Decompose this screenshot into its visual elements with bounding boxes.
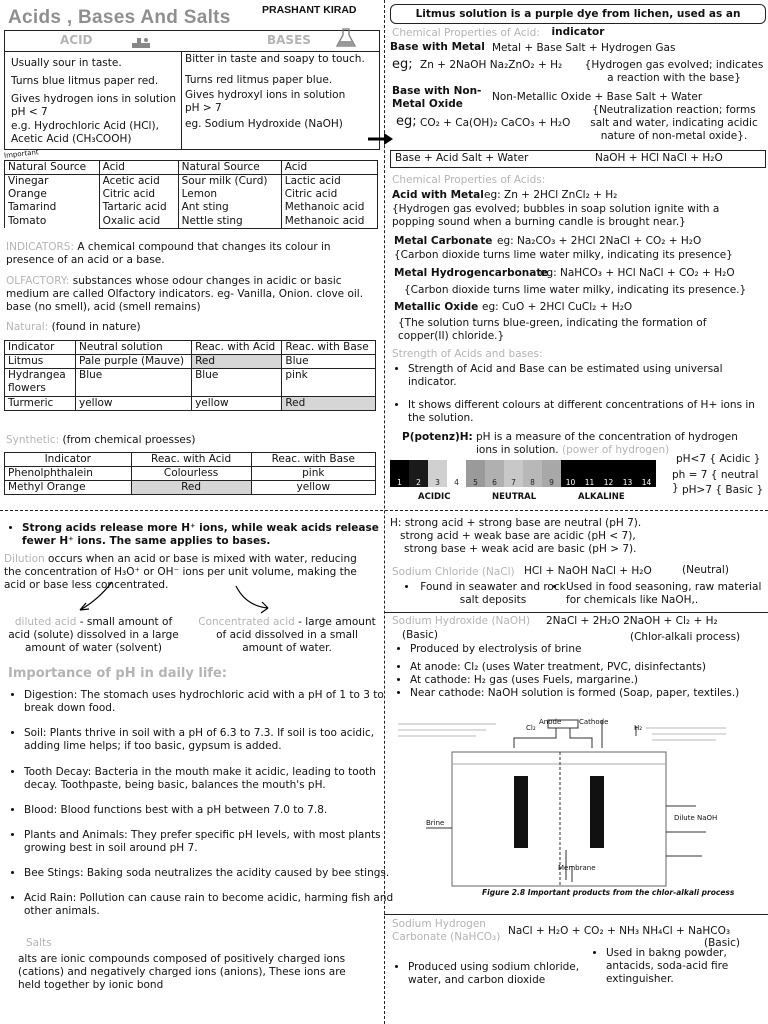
figure-caption: Figure 2.8 Important products from the chlor-alkali process: [482, 888, 735, 897]
olfactory-text: substances whose odour changes in acidic or basic medium are called Olfactory indicators. eg- Vanilla, Onion. clove oil. base (no smell), acid (smell remains): [6, 275, 364, 314]
rule-line: strong acid + weak base are acidic (pH < 7),: [400, 530, 636, 543]
importance-heading: Importance of pH in daily life:: [8, 666, 227, 681]
base-properties: [185, 53, 375, 131]
hydrogen-label: H₂: [634, 724, 643, 732]
bases-label: BASES: [267, 33, 311, 47]
ph-swatch: [447, 460, 466, 487]
ph-swatch: [409, 460, 428, 487]
metallic-oxide-note: {The solution turns blue-green, indicating the formation of copper(II) chloride.}: [398, 317, 707, 343]
list-item: • It shows different colours at different concentrations of H+ ions in the solution.: [408, 399, 768, 425]
bicarb-basic: (Basic): [704, 937, 740, 949]
chlorine-label: Cl₂: [526, 724, 536, 732]
table-cell: pink: [282, 369, 376, 396]
salts-text: alts are ionic compounds composed of positively charged ions (cations) and negatively charged ions (anions), These ions are held together by ionic bond: [18, 953, 346, 992]
table-cell: Nettle sting: [181, 214, 243, 227]
table-cell: Vinegar: [8, 175, 49, 188]
table-cell: Oxalic acid: [102, 214, 161, 227]
nonmetal-note: {Neutralization reaction; forms salt and water, indicating acidic nature of non-metal oxide}.: [590, 104, 758, 143]
table-cell: Red: [192, 355, 282, 369]
rule-line: H: strong acid + strong base are neutral (pH 7).: [390, 517, 642, 529]
table-cell: Litmus: [5, 355, 76, 369]
ph-power: (power of hydrogen): [561, 444, 670, 457]
author-name: PRASHANT KIRAD: [262, 4, 357, 16]
nacl-heading: Sodium Chloride (NaCl): [392, 566, 515, 578]
table-cell: Methanoic acid: [284, 201, 365, 214]
table-header: Reac. with Acid: [192, 341, 282, 355]
page-title: Acids , Bases And Salts: [8, 7, 231, 28]
synthetic-text: (from chemical proesses): [62, 434, 196, 446]
table-header: Reac. with Base: [251, 453, 375, 467]
ph-rule: ph = 7 { neutral }: [672, 469, 759, 495]
nacl-list: [402, 581, 568, 607]
nonmetal-eq2: CO₂ + Ca(OH)₂ CaCO₃ + H₂O: [420, 117, 571, 129]
table-cell: Lactic acid: [284, 175, 341, 188]
table-row: [5, 369, 376, 396]
nacl-list: [550, 581, 768, 607]
ph-swatch: [485, 460, 504, 487]
eg-label: eg;: [396, 114, 417, 129]
ph-number: 10: [565, 477, 576, 487]
bicarb-heading: Sodium Hydrogen Carbonate (NaHCO₃): [392, 918, 501, 944]
indicators-label: INDICATORS:: [6, 241, 75, 253]
ph-swatch: [466, 460, 485, 487]
dilution-label: Dilution: [4, 553, 45, 565]
acid-properties: [11, 57, 181, 146]
table-header: Acid: [99, 161, 178, 175]
natural-text: (found in nature): [51, 321, 141, 333]
membrane-label: Membrane: [558, 864, 596, 872]
table-header: Natural Source: [5, 161, 100, 175]
list-item: • Blood: Blood functions best with a pH between 7.0 to 7.8.: [24, 804, 396, 817]
table-header: Acid: [281, 161, 377, 175]
table-cell: Lemon: [181, 188, 218, 201]
acid-line: e.g. Hydrochloric Acid (HCl),: [11, 119, 159, 132]
ph-rule: pH<7 { Acidic }: [676, 453, 761, 465]
neutral-label: NEUTRAL: [492, 492, 537, 502]
indicators-text: A chemical compound that changes its colour in presence of an acid or a base.: [6, 241, 331, 267]
list-item: • Produced using sodium chloride, water, and carbon dioxide: [408, 961, 604, 987]
naoh-heading: Sodium Hydroxide (NaOH): [392, 615, 531, 627]
nacl-tag: (Neutral): [682, 564, 729, 576]
table-cell: Tomato: [8, 214, 47, 227]
metallic-oxide-label: Metallic Oxide: [394, 301, 479, 313]
metal-carbonate-eq: eg: Na₂CO₃ + 2HCl 2NaCl + CO₂ + H₂O: [497, 235, 702, 247]
table-cell: Methanoic acid: [284, 214, 365, 227]
chem-base-heading: Chemical Properties of Acid:: [392, 27, 540, 39]
ph-number: 6: [492, 477, 497, 487]
acid-line: Turns blue litmus paper red.: [11, 75, 159, 88]
list-item: • At anode: Cl₂ (uses Water treatment, PVC, disinfectants): [410, 661, 768, 674]
list-item: • Strength of Acid and Base can be estimated using universal indicator.: [408, 363, 768, 389]
indicators-definition: [6, 241, 378, 267]
eg-label: eg;: [392, 57, 413, 72]
table-cell: Hydrangea flowers: [5, 369, 76, 396]
ph-number: 7: [511, 477, 516, 487]
ph-number: 2: [416, 477, 421, 487]
table-cell: pink: [251, 467, 375, 481]
concentrated-text: - large amount of acid dissolved in a small amount of water.: [216, 616, 376, 655]
table-row: [5, 396, 376, 410]
brine-label: Brine: [426, 819, 445, 827]
ph-number: 12: [603, 477, 614, 487]
ph-scale: [390, 460, 656, 487]
neutralization-box: [390, 150, 766, 168]
table-cell: Tamarind: [8, 201, 57, 214]
acidic-label: ACIDIC: [418, 492, 451, 502]
list-item: • Used in bakng powder, antacids, soda-acid fire extinguisher.: [606, 947, 768, 986]
ph-number: 4: [454, 477, 459, 487]
bicarb-list: [590, 947, 768, 986]
synthetic-heading: [6, 434, 195, 447]
table-header: Indicator: [5, 341, 76, 355]
diluted-text: - small amount of acid (solute) dissolved in a large amount of water (solvent): [8, 616, 179, 655]
list-item: • Found in seawater and rock salt deposits: [418, 581, 568, 607]
table-row: [5, 355, 376, 369]
ph-number: 8: [530, 477, 535, 487]
table-cell: yellow: [251, 481, 375, 495]
metallic-oxide-eq: eg: CuO + 2HCl CuCl₂ + H₂O: [482, 301, 633, 313]
list-item: • Produced by electrolysis of brine: [410, 643, 768, 656]
chem-acid-heading: Chemical Properties of Acids:: [392, 174, 546, 186]
base-metal-eq2: Zn + 2NaOH Na₂ZnO₂ + H₂: [420, 59, 563, 71]
list-item: • Strong acids release more H⁺ ions, while weak acids release fewer H⁺ ions. The same applies to bases.: [22, 522, 382, 548]
list-item: • Bee Stings: Baking soda neutralizes the acidity caused by bee stings.: [24, 867, 396, 880]
concentrated-acid-definition: [198, 616, 376, 655]
list-item: • Acid Rain: Pollution can cause rain to become acidic, harming fish and other animals.: [24, 892, 396, 918]
diluted-label: diluted acid: [14, 616, 77, 628]
diluted-acid-definition: [6, 616, 181, 655]
acid-line: pH < 7: [11, 106, 48, 119]
natural-source-table: [4, 160, 378, 229]
acid-line: Acetic Acid (CH₃COOH): [11, 132, 132, 145]
ph-swatch: [542, 460, 561, 487]
table-header: Indicator: [5, 453, 132, 467]
bicarb-eq: NaCl + H₂O + CO₂ + NH₃ NH₄Cl + NaHCO₃: [508, 925, 731, 937]
list-item: • Plants and Animals: They prefer specific pH levels, with most plants growing best in soil around pH 7.: [24, 829, 396, 855]
ph-label: P(potenz)H:: [402, 431, 473, 443]
base-line: Bitter in taste and soapy to touch.: [185, 53, 365, 65]
naoh-basic: (Basic): [402, 629, 438, 641]
ph-text: pH is a measure of the concentration of hydrogen ions in solution.: [476, 431, 738, 457]
table-cell: Tartaric acid: [102, 201, 167, 214]
base-line: pH > 7: [185, 102, 222, 115]
nonmetal-label: Base with Non-Metal Oxide: [392, 85, 482, 111]
ph-number: 14: [641, 477, 652, 487]
alkaline-label: ALKALINE: [578, 492, 625, 502]
table-cell: Blue: [76, 369, 192, 396]
table-cell: Methyl Orange: [5, 481, 132, 495]
olfactory-label: OLFACTORY:: [6, 275, 70, 287]
acid-metal-label: Acid with Metal: [392, 189, 484, 201]
litmus-note: Litmus solution is a purple dye from lichen, used as an indicator: [390, 4, 766, 24]
list-item: • Near cathode: NaOH solution is formed (Soap, paper, textiles.): [410, 687, 768, 700]
nacl-divider: [384, 612, 768, 613]
list-item: • Tooth Decay: Bacteria in the mouth make it acidic, leading to tooth decay. Toothpaste, being basic, balances the mouth's pH.: [24, 766, 396, 792]
strength-list: [392, 363, 768, 426]
table-header: Reac. with Acid: [131, 453, 251, 467]
ph-number: 1: [397, 477, 402, 487]
natural-label: Natural:: [6, 321, 49, 333]
table-row: [5, 467, 376, 481]
acid-base-box: [4, 30, 380, 150]
rule-line: strong base + weak acid are basic (pH > 7).: [404, 543, 637, 556]
naoh-list: [394, 643, 768, 701]
list-item: • Soil: Plants thrive in soil with a pH of 6.3 to 7.3. If soil is too acidic, adding lime helps; if too basic, gypsum is added.: [24, 727, 396, 753]
table-cell: Colourless: [131, 467, 251, 481]
ph-number: 5: [473, 477, 478, 487]
base-metal-note: {Hydrogen gas evolved; indicates a reaction with the base}: [584, 59, 764, 85]
strength-heading: Strength of Acids and bases:: [392, 348, 543, 360]
arrow-right-icon: [368, 132, 394, 150]
base-line: Gives hydroxyl ions in solution: [185, 89, 346, 102]
ph-swatch: [580, 460, 599, 487]
table-cell: Red: [282, 396, 376, 410]
electrolysis-diagram: [396, 716, 736, 888]
hydrogencarbonate-label: Metal Hydrogencarbonate: [394, 267, 549, 279]
important-tag: Important: [3, 148, 39, 160]
nonmetal-eq1: Non-Metallic Oxide + Base Salt + Water: [492, 91, 703, 103]
ph-swatch: [390, 460, 409, 487]
table-cell: Phenolphthalein: [5, 467, 132, 481]
natural-indicator-table: [4, 340, 376, 411]
ph-number: 3: [435, 477, 440, 487]
synthetic-indicator-table: [4, 452, 376, 495]
chlor-alkali-figure: [396, 716, 736, 906]
synthetic-label: Synthetic:: [6, 434, 60, 446]
ph-number: 13: [622, 477, 633, 487]
table-cell: Orange: [8, 188, 47, 201]
table-header: Natural Source: [178, 161, 281, 175]
acid-metal-note: {Hydrogen gas evolved; bubbles in soap solution ignite with a popping sound when a burning candle is brought near.}: [392, 203, 720, 229]
table-cell: Sour milk (Curd): [181, 175, 268, 188]
natural-heading: [6, 321, 141, 334]
table-header: Reac. with Base: [282, 341, 376, 355]
ph-rule: pH>7 { Basic }: [682, 484, 764, 496]
olfactory-definition: [6, 275, 378, 314]
list-item: • Used in food seasoning, raw material for chemicals like NaOH,.: [566, 581, 768, 607]
table-cell: Blue: [192, 369, 282, 396]
ph-number: 11: [584, 477, 595, 487]
bicarb-list: [392, 961, 604, 987]
cathode-label: Cathode: [579, 718, 609, 726]
ph-swatch: [618, 460, 637, 487]
curved-arrows-icon: [0, 578, 300, 618]
neutral-eq: Base + Acid Salt + Water: [395, 152, 529, 164]
table-cell: Acetic acid: [102, 175, 160, 188]
list-item: • At cathode: H₂ gas (uses Fuels, margarine.): [410, 674, 768, 687]
naoh-out-label: Dilute NaOH: [674, 814, 718, 822]
table-row: [5, 481, 376, 495]
neutral-eq2: NaOH + HCl NaCl + H₂O: [595, 152, 723, 164]
hydrogencarbonate-note: {Carbon dioxide turns lime water milky, indicating its presence.}: [404, 284, 747, 296]
naoh-process: (Chlor-alkali process): [630, 631, 741, 643]
table-cell: yellow: [76, 396, 192, 410]
middle-divider: [0, 510, 768, 511]
base-line: eg. Sodium Hydroxide (NaOH): [185, 117, 343, 130]
table-cell: Ant sting: [181, 201, 229, 214]
acid-label: ACID: [60, 33, 93, 47]
ph-swatch: [504, 460, 523, 487]
flask-icon: [335, 27, 357, 53]
table-cell: yellow: [192, 396, 282, 410]
metal-carbonate-note: {Carbon dioxide turns lime water milky, indicating its presence}: [394, 249, 733, 261]
concentrated-label: Concentrated acid: [198, 616, 295, 628]
table-cell: Citric acid: [284, 188, 338, 201]
table-cell: Citric acid: [102, 188, 156, 201]
list-item: • Digestion: The stomach uses hydrochloric acid with a pH of 1 to 3 to break down food.: [24, 689, 396, 715]
naoh-divider: [384, 914, 768, 915]
ph-number: 9: [549, 477, 554, 487]
table-cell: Turmeric: [5, 396, 76, 410]
strong-weak-list: [6, 522, 382, 548]
base-line: Turns red litmus paper blue.: [185, 74, 333, 87]
base-metal-eq1: Metal + Base Salt + Hydrogen Gas: [492, 42, 676, 54]
ph-swatch: [599, 460, 618, 487]
ph-swatch: [637, 460, 656, 487]
ph-swatch: [428, 460, 447, 487]
metal-carbonate-label: Metal Carbonate: [394, 235, 493, 247]
dilution-text: occurs when an acid or base is mixed with water, reducing the concentration of H₃O⁺ or OH⁻ ions per unit volume, making the acid or base less concentrated.: [4, 553, 357, 592]
table-cell: Pale purple (Mauve): [76, 355, 192, 369]
naoh-eq: 2NaCl + 2H₂O 2NaOH + Cl₂ + H₂: [546, 615, 718, 627]
table-header: Neutral solution: [76, 341, 192, 355]
acid-line: Gives hydrogen ions in solution: [11, 93, 176, 106]
ph-swatch: [523, 460, 542, 487]
nacl-eq: HCl + NaOH NaCl + H₂O: [524, 565, 652, 577]
anode-label: Anode: [539, 718, 562, 726]
ph-swatch: [561, 460, 580, 487]
acid-line: Usually sour in taste.: [11, 57, 122, 69]
test-tube-icon: [131, 35, 151, 47]
base-metal-label: Base with Metal: [390, 41, 485, 53]
importance-list: [8, 689, 396, 919]
table-cell: Blue: [282, 355, 376, 369]
acid-metal-eq: eg: Zn + 2HCl ZnCl₂ + H₂: [484, 189, 618, 201]
salts-heading: Salts: [26, 937, 52, 949]
hydrogencarbonate-eq: eg: NaHCO₃ + HCl NaCl + CO₂ + H₂O: [540, 267, 735, 279]
neutral-rules: [390, 517, 760, 556]
table-cell: Red: [131, 481, 251, 495]
